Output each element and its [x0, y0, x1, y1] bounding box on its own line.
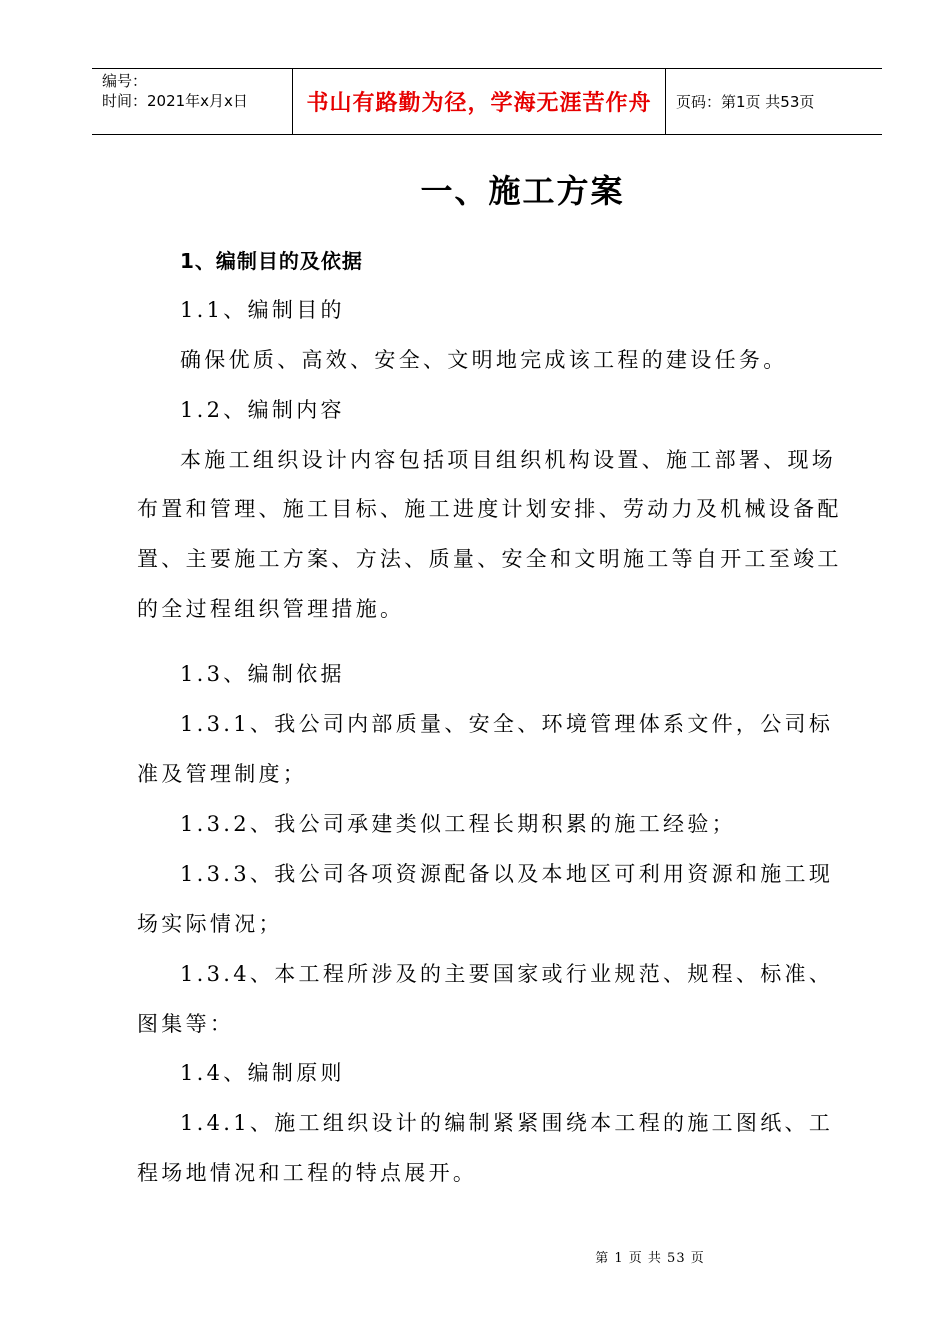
motto: 书山有路勤为径，学海无涯苦作舟 — [293, 69, 666, 134]
paragraph-line: 1.4.1、施工组织设计的编制紧紧围绕本工程的施工图纸、工 — [180, 1111, 834, 1135]
paragraph-line: 1.3.2、我公司承建类似工程长期积累的施工经验； — [180, 812, 736, 836]
header-table — [92, 68, 882, 135]
paragraph-line: 准及管理制度； — [137, 762, 308, 786]
paragraph-line: 本施工组织设计内容包括项目组织机构设置、施工部署、现场 — [180, 448, 837, 472]
paragraph-line: 1.3.4、本工程所涉及的主要国家或行业规范、规程、标准、 — [180, 962, 834, 986]
paragraph-line: 程场地情况和工程的特点展开。 — [137, 1161, 478, 1185]
subsection-heading: 1.4、编制原则 — [180, 1061, 345, 1085]
paragraph-line: 布置和管理、施工目标、施工进度计划安排、劳动力及机械设备配 — [137, 497, 842, 521]
subsection-heading: 1.1、编制目的 — [180, 298, 345, 322]
paragraph-line: 1.3.3、我公司各项资源配备以及本地区可利用资源和施工现 — [180, 862, 834, 886]
paragraph-line: 确保优质、高效、安全、文明地完成该工程的建设任务。 — [180, 348, 788, 372]
page-footer: 第 1 页 共 53 页 — [595, 1251, 705, 1266]
paragraph-line: 场实际情况； — [137, 912, 283, 936]
page-label: 页码：第1页 共53页 — [676, 93, 815, 111]
paragraph-line: 1.3.1、我公司内部质量、安全、环境管理体系文件，公司标 — [180, 712, 834, 736]
paragraph-line: 的全过程组织管理措施。 — [137, 597, 405, 621]
code-label: 编号： — [102, 72, 148, 90]
subsection-heading: 1.3、编制依据 — [180, 662, 345, 686]
paragraph-line: 图集等： — [137, 1012, 235, 1036]
paragraph-line: 置、主要施工方案、方法、质量、安全和文明施工等自开工至竣工 — [137, 547, 842, 571]
header-meta-cell — [92, 69, 293, 134]
section-heading: 1、编制目的及依据 — [180, 249, 363, 273]
document-title: 一、施工方案 — [420, 172, 625, 210]
time-label: 时间：2021年x月x日 — [102, 92, 248, 110]
subsection-heading: 1.2、编制内容 — [180, 398, 345, 422]
